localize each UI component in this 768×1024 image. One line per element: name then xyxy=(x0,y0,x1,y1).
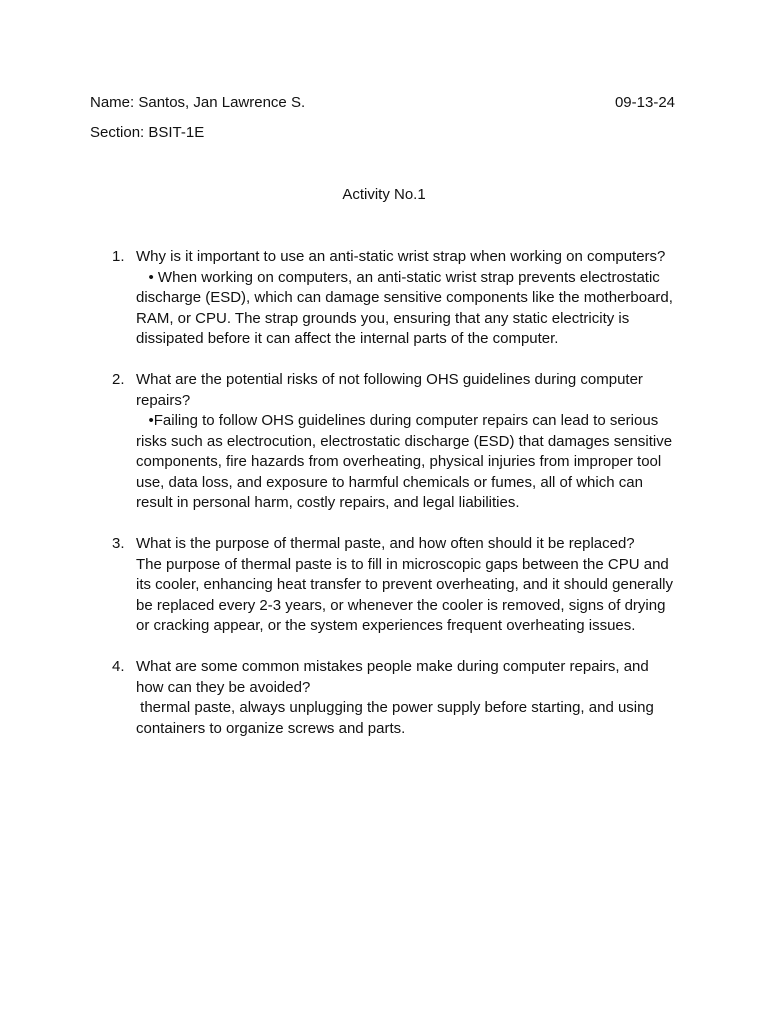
question-text: What are the potential risks of not following OHS guidelines during computer repairs? xyxy=(136,371,648,409)
question-item-1 xyxy=(0,247,768,350)
answer-text: thermal paste, always unplugging the power supply before starting, and using containers to organize screws and parts. xyxy=(136,699,658,737)
question-item-3 xyxy=(0,534,768,637)
student-name: Name: Santos, Jan Lawrence S. xyxy=(90,94,306,111)
question-number: 2. xyxy=(112,371,125,388)
question-text: What are some common mistakes people make during computer repairs, and how can they be avoided? xyxy=(136,658,653,696)
question-item-2 xyxy=(0,370,768,514)
question-list xyxy=(0,247,768,760)
question-text: Why is it important to use an anti-static wrist strap when working on computers? xyxy=(136,248,666,265)
answer-text: •Failing to follow OHS guidelines during computer repairs can lead to serious risks such as electrocution, electrostatic discharge (ESD) that damages sensitive components, fire hazards from overheating, physical injuries from improper tool use, data loss, and exposure to harmful chemicals or fumes, all of which can result in personal harm, costly repairs, and legal liabilities. xyxy=(136,412,677,511)
question-number: 3. xyxy=(112,535,125,552)
activity-title: Activity No.1 xyxy=(342,186,426,203)
answer-text: The purpose of thermal paste is to fill in microscopic gaps between the CPU and its cooler, enhancing heat transfer to prevent overheating, and it should generally be replaced every 2-3 years, or whenever the cooler is removed, signs of drying or cracking appear, or the system experiences frequent overheating issues. xyxy=(136,555,678,634)
question-number: 4. xyxy=(112,658,125,675)
document-date: 09-13-24 xyxy=(614,94,675,111)
question-number: 1. xyxy=(112,248,125,265)
student-section: Section: BSIT-1E xyxy=(90,124,205,141)
question-item-4 xyxy=(0,657,768,739)
question-text: What is the purpose of thermal paste, and how often should it be replaced? xyxy=(136,535,635,552)
answer-text: • When working on computers, an anti-static wrist strap prevents electrostatic discharge (ESD), which can damage sensitive components like the motherboard, RAM, or CPU. The strap grounds you, ensuring that any static electricity is dissipated before it can affect the internal parts of the computer. xyxy=(136,268,678,347)
header-row xyxy=(90,93,675,113)
